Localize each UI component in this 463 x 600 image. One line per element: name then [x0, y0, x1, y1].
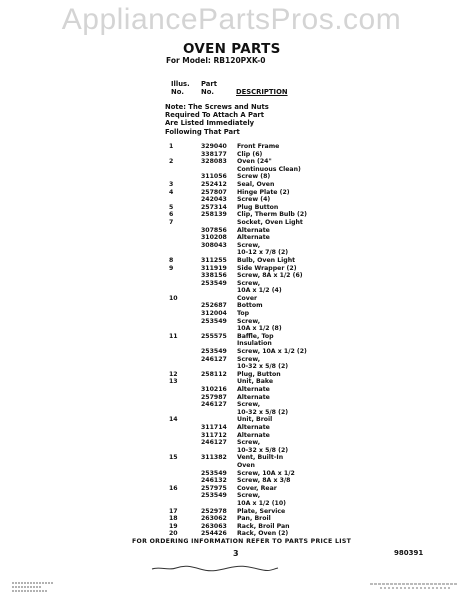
part-description: Rack, Oven (2)	[237, 530, 289, 538]
part-number: 242043	[201, 196, 227, 204]
part-number	[201, 287, 237, 295]
part-description: Alternate	[237, 423, 270, 431]
part-description: Screw,	[237, 241, 261, 249]
illus-number	[165, 302, 201, 310]
note-block	[165, 103, 325, 136]
parts-row	[165, 508, 327, 516]
part-header-line-1: Part	[201, 80, 217, 88]
illus-number: 13	[169, 378, 178, 386]
parts-row	[165, 151, 327, 159]
illus-number	[165, 401, 201, 409]
parts-row	[165, 477, 327, 485]
parts-row	[165, 158, 327, 166]
illus-number	[165, 310, 201, 318]
part-description: Screw (8)	[237, 173, 271, 181]
parts-row	[165, 485, 327, 493]
illus-number	[165, 386, 201, 394]
part-number: 329040	[201, 143, 227, 150]
part-number: 312004	[201, 310, 227, 318]
illus-number	[165, 166, 201, 174]
part-number: 307856	[201, 226, 227, 234]
illus-number: 7	[169, 218, 174, 226]
part-number: 263062	[201, 515, 227, 523]
part-description: Alternate	[237, 234, 270, 242]
parts-row	[165, 409, 327, 417]
parts-row	[165, 234, 327, 242]
print-mark-left	[12, 580, 62, 592]
part-number: 253549	[201, 469, 227, 477]
part-description: Unit, Broil	[237, 416, 273, 424]
illus-number	[165, 325, 201, 333]
illus-number	[165, 151, 201, 159]
part-number: 252687	[201, 302, 227, 310]
parts-row	[165, 143, 327, 151]
parts-row	[165, 310, 327, 318]
parts-row	[165, 523, 327, 531]
part-number	[201, 416, 237, 424]
model-line: For Model: RB120PXK-0	[166, 56, 266, 65]
part-number	[201, 325, 237, 333]
part-description: 10-32 x 5/8 (2)	[237, 408, 289, 416]
illus-number: 20	[169, 530, 178, 538]
part-number: 308043	[201, 241, 227, 249]
part-number: 252412	[201, 180, 227, 188]
parts-row	[165, 211, 327, 219]
illus-number: 10	[169, 294, 178, 302]
column-header-description: DESCRIPTION	[236, 88, 288, 96]
parts-row	[165, 257, 327, 265]
part-number: 328083	[201, 158, 227, 166]
part-number: 258112	[201, 370, 227, 378]
illus-number: 12	[169, 370, 178, 378]
parts-row	[165, 462, 327, 470]
part-description: Screw,	[237, 279, 261, 287]
part-number	[201, 340, 237, 348]
parts-row	[165, 401, 327, 409]
illus-number: 5	[169, 203, 174, 211]
parts-row	[165, 424, 327, 432]
part-number: 253549	[201, 348, 227, 356]
illus-number: 18	[169, 515, 178, 523]
part-number	[201, 249, 237, 257]
illus-number: 3	[169, 180, 174, 188]
parts-row	[165, 439, 327, 447]
part-description: Socket, Oven Light	[237, 218, 303, 226]
part-number: 263063	[201, 522, 227, 530]
part-description: Plug, Button	[237, 370, 281, 378]
parts-row	[165, 371, 327, 379]
part-description: 10-32 x 5/8 (2)	[237, 363, 289, 371]
illus-number: 8	[169, 256, 174, 264]
illus-number: 17	[169, 507, 178, 515]
illus-number: 4	[169, 188, 174, 196]
parts-row	[165, 454, 327, 462]
part-number: 311712	[201, 431, 227, 439]
illus-number: 15	[169, 454, 178, 462]
parts-row	[165, 500, 327, 508]
illus-number	[165, 242, 201, 250]
part-number	[201, 447, 237, 455]
part-description: 10A x 1/2 (4)	[237, 287, 282, 295]
parts-row	[165, 287, 327, 295]
part-number	[201, 500, 237, 508]
part-number: 311919	[201, 264, 227, 272]
part-description: Plug Button	[237, 203, 279, 211]
document-code: 980391	[394, 549, 424, 557]
parts-row	[165, 378, 327, 386]
part-number: 257314	[201, 203, 227, 211]
part-description: Clip, Therm Bulb (2)	[237, 211, 307, 219]
parts-row	[165, 196, 327, 204]
part-number	[201, 166, 237, 174]
part-description: Screw,	[237, 492, 261, 500]
part-description: Hinge Plate (2)	[237, 188, 290, 196]
part-description: Bulb, Oven Light	[237, 256, 296, 264]
parts-row	[165, 265, 327, 273]
part-number: 257987	[201, 393, 227, 401]
part-number: 257807	[201, 188, 227, 196]
illus-number: 16	[169, 484, 178, 492]
illus-number: 2	[169, 158, 174, 166]
part-number: 338156	[201, 272, 227, 280]
part-description: Front Frame	[237, 143, 280, 150]
illus-number	[165, 424, 201, 432]
note-line: Following That Part	[165, 127, 240, 136]
parts-row	[165, 272, 327, 280]
illus-number	[165, 272, 201, 280]
parts-row	[165, 325, 327, 333]
illus-number	[165, 432, 201, 440]
part-description: Screw,	[237, 317, 261, 325]
illus-number	[165, 500, 201, 508]
part-description: Alternate	[237, 386, 270, 393]
part-description: Insulation	[237, 340, 272, 348]
part-number: 258139	[201, 211, 227, 219]
part-description: 10-32 x 5/8 (2)	[237, 446, 289, 454]
parts-row	[165, 356, 327, 364]
parts-row	[165, 242, 327, 250]
part-header-line-2: No.	[201, 88, 214, 96]
part-number: 311714	[201, 423, 227, 431]
illus-number: 9	[169, 264, 174, 272]
illus-number	[165, 234, 201, 242]
illus-number	[165, 492, 201, 500]
part-description: Rack, Broil Pan	[237, 522, 290, 530]
illus-number: 19	[169, 522, 178, 530]
part-number: 257975	[201, 484, 227, 492]
illus-number	[165, 196, 201, 204]
illus-number: 14	[169, 416, 178, 424]
part-number: 253549	[201, 492, 227, 500]
part-description: Pan, Broil	[237, 515, 271, 523]
parts-row	[165, 302, 327, 310]
part-description: Screw,	[237, 439, 261, 447]
illus-number	[165, 439, 201, 447]
part-number: 253549	[201, 279, 227, 287]
part-description: Screw, 10A x 1/2 (2)	[237, 348, 307, 356]
part-description: Alternate	[237, 393, 270, 401]
part-description: Vent, Built-In	[237, 454, 284, 462]
illus-number	[165, 340, 201, 348]
parts-row	[165, 318, 327, 326]
part-description: Screw, 8A x 1/2 (6)	[237, 272, 303, 280]
column-header-part	[201, 80, 217, 96]
illus-header-line-2: No.	[171, 88, 184, 96]
part-number	[201, 363, 237, 371]
parts-table-body	[165, 143, 327, 538]
parts-row	[165, 340, 327, 348]
illus-number: 1	[169, 143, 174, 150]
part-description: 10A x 1/2 (10)	[237, 499, 286, 507]
part-number: 246127	[201, 439, 227, 447]
watermark: AppliancePartsPros.com	[61, 3, 402, 36]
parts-row	[165, 219, 327, 227]
part-description: Screw, 8A x 3/8	[237, 477, 291, 485]
part-number: 311382	[201, 454, 227, 462]
parts-row	[165, 386, 327, 394]
part-number: 254426	[201, 530, 227, 538]
parts-row	[165, 515, 327, 523]
parts-row	[165, 166, 327, 174]
part-number: 246127	[201, 401, 227, 409]
parts-row	[165, 204, 327, 212]
part-number: 310208	[201, 234, 227, 242]
parts-row	[165, 432, 327, 440]
handwritten-scribble	[150, 564, 280, 572]
part-number: 338177	[201, 150, 227, 158]
illus-header-line-1: Illus.	[171, 80, 190, 88]
note-line: Required To Attach A Part	[165, 111, 265, 120]
part-description: Unit, Bake	[237, 378, 274, 386]
part-description: Cover	[237, 294, 258, 302]
part-description: Screw (4)	[237, 196, 271, 204]
part-number: 255575	[201, 332, 227, 340]
parts-row	[165, 416, 327, 424]
parts-row	[165, 394, 327, 402]
part-number	[201, 219, 237, 227]
illus-number	[165, 394, 201, 402]
parts-row	[165, 348, 327, 356]
parts-row	[165, 447, 327, 455]
illus-number	[165, 173, 201, 181]
part-number	[201, 409, 237, 417]
parts-row	[165, 333, 327, 341]
parts-table	[165, 143, 327, 538]
illus-number: 6	[169, 211, 174, 219]
illus-number	[165, 280, 201, 288]
note-line: Are Listed Immediately	[165, 119, 255, 128]
part-description: Oven	[237, 461, 255, 469]
part-description: Cover, Rear	[237, 484, 277, 492]
ordering-note: FOR ORDERING INFORMATION REFER TO PARTS PRICE LIST	[132, 538, 352, 545]
part-description: Oven (24"	[237, 158, 272, 166]
illus-number	[165, 249, 201, 257]
parts-row	[165, 280, 327, 288]
parts-row	[165, 173, 327, 181]
column-header-illus	[171, 80, 190, 96]
illus-number	[165, 470, 201, 478]
illus-number	[165, 227, 201, 235]
illus-number	[165, 356, 201, 364]
parts-row	[165, 470, 327, 478]
page-number: 3	[233, 549, 239, 558]
page-title: OVEN PARTS	[183, 41, 281, 57]
part-description: Baffle, Top	[237, 332, 274, 340]
part-description: Continuous Clean)	[237, 165, 301, 173]
part-description: Top	[237, 310, 250, 318]
illus-number	[165, 363, 201, 371]
parts-row	[165, 181, 327, 189]
part-description: Clip (6)	[237, 150, 263, 158]
parts-row	[165, 249, 327, 257]
part-description: Plate, Service	[237, 507, 286, 515]
part-number: 246132	[201, 477, 227, 485]
part-description: Side Wrapper (2)	[237, 264, 297, 272]
part-number: 252978	[201, 507, 227, 515]
parts-row	[165, 363, 327, 371]
illus-number: 11	[169, 332, 178, 340]
part-number: 311056	[201, 173, 227, 181]
part-description: Screw,	[237, 355, 261, 363]
part-number	[201, 462, 237, 470]
illus-number	[165, 348, 201, 356]
part-number: 310216	[201, 386, 227, 393]
illus-number	[165, 409, 201, 417]
parts-row	[165, 189, 327, 197]
illus-number	[165, 318, 201, 326]
part-number: 253549	[201, 317, 227, 325]
part-description: Seal, Oven	[237, 180, 275, 188]
print-mark-right	[370, 580, 460, 590]
part-description: 10A x 1/2 (8)	[237, 325, 282, 333]
part-number: 246127	[201, 355, 227, 363]
parts-row	[165, 295, 327, 303]
part-description: Screw,	[237, 401, 261, 409]
illus-number	[165, 287, 201, 295]
part-description: Screw, 10A x 1/2	[237, 469, 295, 477]
note-line: Note: The Screws and Nuts	[165, 103, 269, 111]
part-number	[201, 378, 237, 386]
parts-row	[165, 227, 327, 235]
illus-number	[165, 447, 201, 455]
part-description: Alternate	[237, 431, 270, 439]
illus-number	[165, 462, 201, 470]
parts-row	[165, 492, 327, 500]
part-number: 311255	[201, 256, 227, 264]
illus-number	[165, 477, 201, 485]
part-description: Alternate	[237, 226, 270, 234]
part-description: 10-12 x 7/8 (2)	[237, 249, 289, 257]
part-number	[201, 295, 237, 303]
parts-row	[165, 530, 327, 538]
part-description: Bottom	[237, 302, 263, 310]
